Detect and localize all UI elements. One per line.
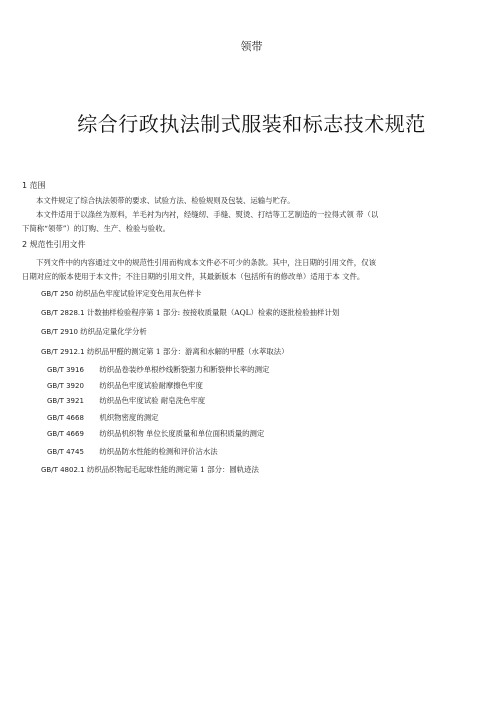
- section-2-para-line-2: 日期对应的版本使用于本文件；不注日期的引用文件，其最新版本（包括所有的修改单）适用于本 文件。: [22, 272, 365, 281]
- reference-item: [41, 326, 147, 337]
- header-label: 领带: [240, 40, 263, 53]
- reference-code: GB/T 3916: [47, 366, 84, 374]
- reference-code: GB/T 4668: [47, 414, 84, 422]
- reference-item: [41, 307, 339, 318]
- section-1-para-1: 本文件规定了综合执法领带的要求、试验方法、检验规则及包装、运输与贮存。: [36, 196, 295, 205]
- reference-item: [41, 346, 289, 357]
- section-2-heading: 2 规范性引用文件: [22, 240, 86, 249]
- reference-text: 纺织品防水性能的检测和评价沾水法: [99, 447, 218, 456]
- reference-code: GB/T 3920: [47, 382, 84, 390]
- reference-item: [47, 412, 159, 423]
- reference-text: 纺织品机织物 单位长度质量和单位面积质量的测定: [99, 429, 265, 438]
- reference-text: 纺织品色牢度试验评定变色用灰色样卡: [75, 289, 202, 298]
- reference-text: 纺织品色牢度试验耐摩擦色牢度: [99, 381, 203, 390]
- reference-item: [41, 288, 201, 299]
- reference-item: [47, 428, 264, 439]
- reference-text: 计数抽样检验程序第 1 部分: 按接收质量限（AQL）检索的逐批检验抽样计划: [86, 308, 340, 317]
- section-1-heading: 1 范围: [22, 181, 46, 190]
- reference-code: GB/T 250: [41, 290, 74, 298]
- section-2-para-line-1: 下列文件中的内容通过文中的规范性引用而构成本文件必不可少的条款。其中，注日期的引用文件，仅该: [36, 258, 376, 267]
- reference-code: GB/T 4802.1: [41, 466, 85, 474]
- reference-text: 纺织品色牢度试验 耐皂洗色牢度: [99, 396, 206, 405]
- reference-item: [47, 380, 203, 391]
- reference-code: GB/T 2910: [41, 328, 78, 336]
- reference-text: 纺织品卷装纱单根纱线断裂强力和断裂伸长率的测定: [99, 365, 270, 374]
- document-title: 综合行政执法制式服装和标志技术规范: [77, 112, 426, 136]
- reference-item: [41, 464, 259, 475]
- section-1-para-2-line-1: 本文件适用于以涤丝为原料，羊毛衬为内衬，经缝纫、手缝、熨烫、打结等工艺制造的一拉得式领 带（以: [36, 210, 379, 219]
- reference-item: [47, 446, 218, 457]
- reference-code: GB/T 3921: [47, 397, 84, 405]
- reference-item: [47, 395, 205, 406]
- reference-code: GB/T 4669: [47, 430, 84, 438]
- reference-text: 纺织品织物起毛起球性能的测定第 1 部分：圆轨迹法: [86, 465, 259, 474]
- reference-text: 纺织品定量化学分析: [80, 327, 147, 336]
- reference-code: GB/T 4745: [47, 448, 84, 456]
- reference-text: 纺织品甲醛的测定第 1 部分：游离和水解的甲醛（水萃取法）: [86, 347, 289, 356]
- reference-text: 机织物密度的测定: [99, 413, 159, 422]
- section-1-para-2-line-2: 下简称“领带”）的订购、生产、检验与验收。: [22, 224, 170, 233]
- reference-code: GB/T 2828.1: [41, 309, 85, 317]
- reference-item: [47, 364, 269, 375]
- reference-code: GB/T 2912.1: [41, 348, 85, 356]
